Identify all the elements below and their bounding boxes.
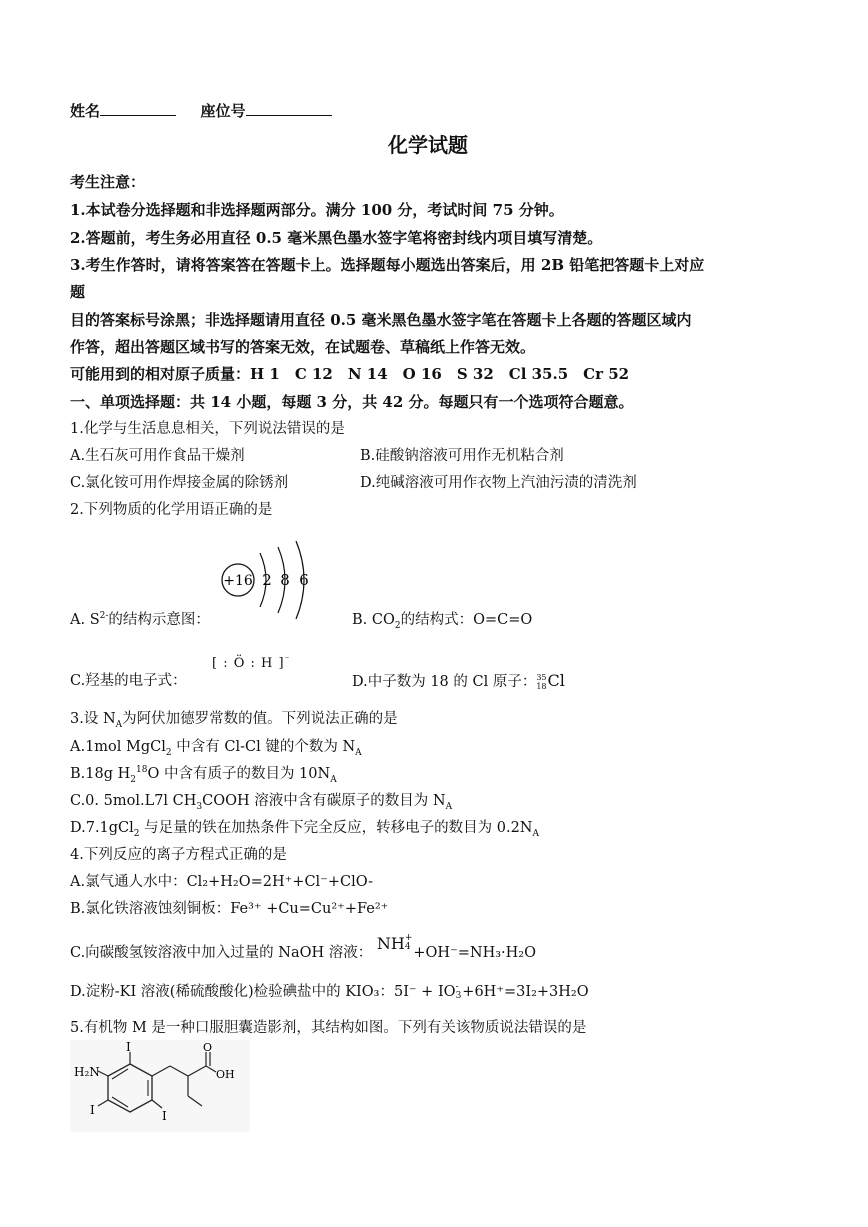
q2-option-d: D.中子数为 18 的 Cl 原子： 35 18 Cl: [352, 671, 565, 691]
carbonyl-oxygen: O: [203, 1041, 213, 1054]
shell-2-count: 8: [280, 571, 290, 589]
iodine-left: I: [90, 1103, 95, 1117]
seat-field[interactable]: [246, 100, 332, 116]
q4-stem: 4.下列反应的离子方程式正确的是: [70, 847, 287, 863]
shell-3-count: 6: [299, 571, 309, 589]
nucleus-charge: +16: [223, 573, 253, 589]
q3-stem: 3.设 $N_A$为阿伏加德罗常数的值。下列说法正确的是: [70, 711, 398, 730]
q1-option-d: D.纯碱溶液可用作衣物上汽油污渍的清洗剂: [360, 475, 637, 491]
seat-label: 座位号: [200, 102, 246, 120]
q3-option-b: B.18g $H_2^{18}O$ 中含有质子的数目为 $10N_A$: [70, 765, 337, 785]
notice-line-1: 1.本试卷分选择题和非选择题两部分。满分 100 分，考试时间 75 分钟。: [70, 201, 564, 219]
q2-option-a: A. $S^{2-}$的结构示意图：: [70, 611, 210, 628]
shell-1-count: 2: [262, 571, 272, 589]
name-field[interactable]: [100, 100, 176, 116]
notice-line-3b: 题: [70, 283, 86, 301]
hydroxyl-electron-formula: [ : Ö : H ]⁻: [212, 654, 291, 671]
q2-stem: 2.下列物质的化学用语正确的是: [70, 502, 273, 518]
page-title: 化学试题: [388, 133, 468, 157]
iodine-right: I: [162, 1109, 167, 1123]
q1-option-b: B.硅酸钠溶液可用作无机粘合剂: [360, 448, 564, 464]
header-line: [70, 100, 332, 121]
notice-line-3c: 目的答案标号涂黑；非选择题请用直径 0.5 毫米黑色墨水签字笔在答题卡上各题的答题区域内: [70, 311, 692, 329]
notice-line-2: 2.答题前，考生务必用直径 0.5 毫米黑色墨水签字笔将密封线内项目填写清楚。: [70, 229, 603, 247]
q4-option-c: C.向碳酸氢铵溶液中加入过量的 NaOH 溶液： NH + 4 +OH⁻=NH₃·H₂O: [70, 933, 536, 961]
q2-option-b: B. $CO_2$的结构式：O=C=O: [352, 612, 533, 631]
q2-option-c: C.羟基的电子式：: [70, 673, 187, 689]
structure-background: [70, 1040, 250, 1132]
q4-option-d: D.淀粉-KI 溶液(稀硫酸酸化)检验碘盐中的 KIO₃：5I⁻ + IO - 3 +6H⁺=3I₂+3H₂O: [70, 982, 589, 1001]
q3-option-c: C.0. 5mol.L7l $CH_3COOH$ 溶液中含有碳原子的数目为 $N_A$: [70, 793, 453, 812]
iodine-top: I: [126, 1040, 131, 1054]
name-label: 姓名: [70, 102, 101, 120]
molecule-m-structure: [70, 1040, 250, 1132]
q1-option-a: A.生石灰可用作食品干燥剂: [70, 448, 245, 464]
ammonium-ion: NH + 4: [376, 933, 413, 953]
sulfide-ion-diagram: [212, 535, 322, 625]
section-heading: 一、单项选择题：共 14 小题，每题 3 分，共 42 分。每题只有一个选项符合题意。: [70, 393, 634, 411]
notice-line-3a: 3.考生作答时，请将答案答在答题卡上。选择题每小题选出答案后，用 2B 铅笔把答题卡上对应: [70, 256, 705, 274]
notice-line-3d: 作答，超出答题区域书写的答案无效，在试题卷、草稿纸上作答无效。: [70, 338, 536, 356]
q3-option-a: A.1mol MgCl$_2$ 中含有 Cl-Cl 键的个数为 $N_A$: [70, 739, 362, 758]
notice-line-4: 可能用到的相对原子质量：H 1 C 12 N 14 O 16 S 32 Cl 35.5 Cr 52: [70, 365, 630, 383]
hydroxyl-group: OH: [216, 1068, 235, 1081]
q1-stem: 1.化学与生活息息相关，下列说法错误的是: [70, 421, 345, 437]
q4-option-a: A.氯气通人水中：Cl₂+H₂O=2H⁺+Cl⁻+ClO-: [70, 874, 374, 890]
q5-stem: 5.有机物 M 是一种口服胆囊造影剂，其结构如图。下列有关该物质说法错误的是: [70, 1020, 587, 1036]
notice-heading: 考生注意：: [70, 173, 146, 191]
q1-option-c: C.氯化铵可用作焊接金属的除锈剂: [70, 475, 289, 491]
amino-group: H₂N: [74, 1065, 100, 1079]
q3-option-d: D.7.1gCl$_2$ 与足量的铁在加热条件下完全反应，转移电子的数目为 $0.2N_A$: [70, 820, 539, 839]
q4-option-b: B.氯化铁溶液蚀刻铜板：Fe³⁺ +Cu=Cu²⁺+Fe²⁺: [70, 901, 389, 917]
nuclide-numbers: 35 18: [536, 673, 547, 691]
